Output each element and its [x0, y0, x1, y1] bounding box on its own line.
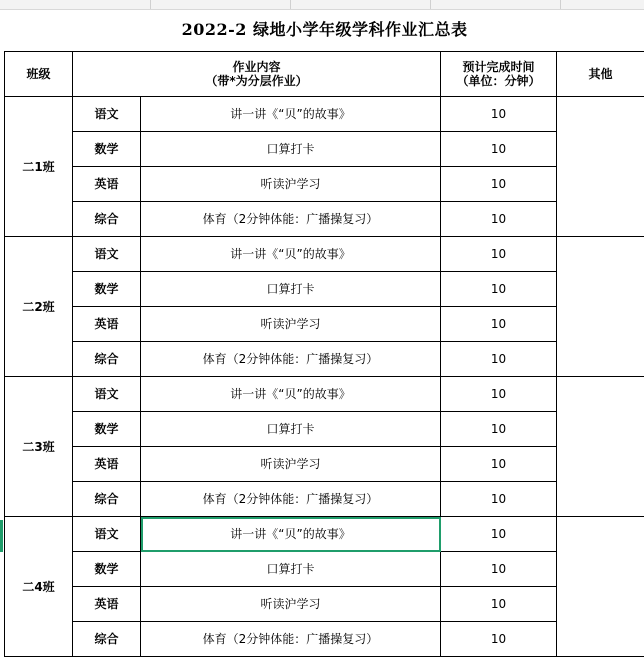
time-cell[interactable]: 10	[441, 307, 557, 342]
homework-content-cell[interactable]: 听读沪学习	[141, 307, 441, 342]
table-row	[5, 342, 644, 377]
table-row	[5, 517, 644, 552]
subject-cell[interactable]: 数学	[73, 132, 141, 167]
other-cell[interactable]	[557, 237, 644, 377]
other-cell[interactable]	[557, 97, 644, 237]
subject-cell[interactable]: 语文	[73, 517, 141, 552]
table-row	[5, 167, 644, 202]
homework-content-cell[interactable]: 听读沪学习	[141, 167, 441, 202]
homework-content-cell[interactable]: 体育（2分钟体能：广播操复习）	[141, 482, 441, 517]
time-cell[interactable]: 10	[441, 97, 557, 132]
table-row	[5, 552, 644, 587]
time-cell[interactable]: 10	[441, 167, 557, 202]
subject-cell[interactable]: 综合	[73, 622, 141, 657]
table-row	[5, 482, 644, 517]
time-cell[interactable]: 10	[441, 447, 557, 482]
subject-cell[interactable]: 综合	[73, 342, 141, 377]
table-row	[5, 587, 644, 622]
time-cell[interactable]: 10	[441, 622, 557, 657]
subject-cell[interactable]: 英语	[73, 167, 141, 202]
other-cell[interactable]	[557, 377, 644, 517]
subject-cell[interactable]: 英语	[73, 307, 141, 342]
header-time-line1: 预计完成时间	[462, 60, 535, 74]
homework-content-cell[interactable]: 口算打卡	[141, 132, 441, 167]
subject-cell[interactable]: 综合	[73, 482, 141, 517]
subject-cell[interactable]: 数学	[73, 412, 141, 447]
sheet-title[interactable]: 2022-2 绿地小学年级学科作业汇总表	[5, 9, 644, 52]
homework-content-cell[interactable]: 口算打卡	[141, 412, 441, 447]
header-content-line2: （带*为分层作业）	[205, 74, 308, 88]
header-class[interactable]: 班级	[5, 52, 73, 97]
table-row	[5, 412, 644, 447]
homework-content-cell[interactable]: 讲一讲《“贝”的故事》	[141, 237, 441, 272]
table-row	[5, 447, 644, 482]
table-row	[5, 622, 644, 657]
time-cell[interactable]: 10	[441, 377, 557, 412]
header-other[interactable]: 其他	[557, 52, 644, 97]
homework-content-cell[interactable]: 听读沪学习	[141, 447, 441, 482]
time-cell[interactable]: 10	[441, 412, 557, 447]
subject-cell[interactable]: 综合	[73, 202, 141, 237]
homework-content-cell[interactable]: 体育（2分钟体能：广播操复习）	[141, 342, 441, 377]
subject-cell[interactable]: 语文	[73, 237, 141, 272]
table-row	[5, 237, 644, 272]
homework-summary-table	[4, 9, 644, 657]
table-row	[5, 307, 644, 342]
homework-content-cell[interactable]: 口算打卡	[141, 272, 441, 307]
homework-content-cell[interactable]: 口算打卡	[141, 552, 441, 587]
table-row	[5, 132, 644, 167]
subject-cell[interactable]: 英语	[73, 587, 141, 622]
time-cell[interactable]: 10	[441, 552, 557, 587]
header-content[interactable]	[73, 52, 441, 97]
time-cell[interactable]: 10	[441, 482, 557, 517]
subject-cell[interactable]: 语文	[73, 97, 141, 132]
table-row	[5, 202, 644, 237]
homework-content-cell[interactable]: 体育（2分钟体能：广播操复习）	[141, 622, 441, 657]
homework-content-cell[interactable]: 听读沪学习	[141, 587, 441, 622]
time-cell[interactable]: 10	[441, 342, 557, 377]
class-name-cell[interactable]: 二4班	[5, 517, 73, 657]
subject-cell[interactable]: 数学	[73, 552, 141, 587]
class-name-cell[interactable]: 二2班	[5, 237, 73, 377]
subject-cell[interactable]: 语文	[73, 377, 141, 412]
table-row	[5, 272, 644, 307]
homework-content-cell[interactable]: 体育（2分钟体能：广播操复习）	[141, 202, 441, 237]
time-cell[interactable]: 10	[441, 202, 557, 237]
time-cell[interactable]: 10	[441, 587, 557, 622]
subject-cell[interactable]: 英语	[73, 447, 141, 482]
time-cell[interactable]: 10	[441, 517, 557, 552]
header-time[interactable]	[441, 52, 557, 97]
class-name-cell[interactable]: 二1班	[5, 97, 73, 237]
table-row	[5, 377, 644, 412]
other-cell[interactable]	[557, 517, 644, 657]
time-cell[interactable]: 10	[441, 132, 557, 167]
subject-cell[interactable]: 数学	[73, 272, 141, 307]
homework-content-cell[interactable]: 讲一讲《“贝”的故事》	[141, 377, 441, 412]
homework-content-cell[interactable]: 讲一讲《“贝”的故事》	[141, 97, 441, 132]
header-content-line1: 作业内容	[232, 60, 281, 74]
selected-cell[interactable]: 讲一讲《“贝”的故事》	[141, 517, 441, 552]
selected-row-marker	[0, 520, 3, 552]
header-time-line2: （单位：分钟）	[456, 74, 541, 88]
table-row	[5, 97, 644, 132]
time-cell[interactable]: 10	[441, 237, 557, 272]
time-cell[interactable]: 10	[441, 272, 557, 307]
class-name-cell[interactable]: 二3班	[5, 377, 73, 517]
